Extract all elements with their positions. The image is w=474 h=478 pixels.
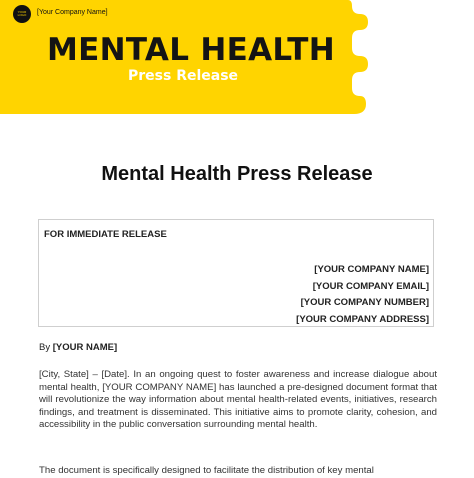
- company-contact-block: [296, 262, 429, 328]
- immediate-release-label: FOR IMMEDIATE RELEASE: [44, 229, 167, 240]
- body-paragraph-continued: The document is specifically designed to facilitate the distribution of key mental: [39, 465, 374, 476]
- header-banner: [0, 0, 474, 125]
- company-number-field: [YOUR COMPANY NUMBER]: [300, 297, 429, 308]
- company-address-field: [YOUR COMPANY ADDRESS]: [296, 313, 429, 325]
- byline-prefix: By: [39, 342, 51, 353]
- byline-name: [YOUR NAME]: [52, 342, 118, 353]
- company-name-field: [YOUR COMPANY NAME]: [314, 264, 429, 275]
- release-info-box: [38, 219, 434, 327]
- banner-subtitle: Press Release: [128, 68, 239, 84]
- logo-text: YOUR LOGO: [17, 9, 27, 17]
- company-email-field: [YOUR COMPANY EMAIL]: [312, 280, 429, 292]
- banner-title: MENTAL HEALTH: [47, 32, 335, 68]
- body-paragraph: [City, State] – [Date]. In an ongoing quest to foster awareness and increase dialogue about mental health, [YOUR COMPANY NAME] has launched a pre-designed document format that will revolutionize the way information about mental health-related events, initiatives, research findings, and treatment is disseminated. This initiative aims to promote clarity, cohesion, and accessibility in the public conversation surrounding mental health.: [39, 369, 437, 431]
- company-logo: [13, 5, 31, 23]
- company-name-placeholder: [Your Company Name]: [37, 9, 108, 16]
- byline: [39, 342, 117, 353]
- document-title: Mental Health Press Release: [101, 163, 373, 185]
